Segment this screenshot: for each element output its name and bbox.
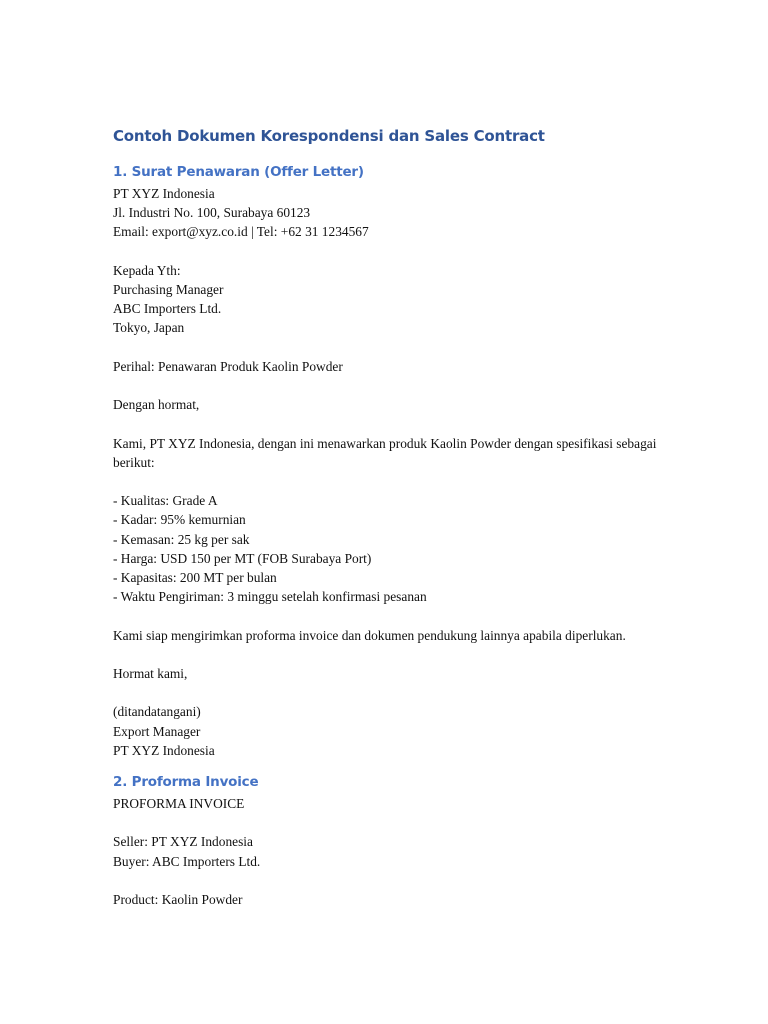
recipient-salutation: Kepada Yth: (113, 262, 181, 278)
spacer (113, 645, 673, 664)
subject-line: Perihal: Penawaran Produk Kaolin Powder (113, 358, 343, 374)
sender-address: Jl. Industri No. 100, Surabaya 60123 (113, 205, 311, 221)
spacer (113, 813, 673, 832)
spec-item: - Kapasitas: 200 MT per bulan (113, 569, 277, 585)
spacer (113, 683, 673, 702)
signature-note: (ditandatangani) (113, 704, 201, 720)
spec-item: - Harga: USD 150 per MT (FOB Surabaya Port) (113, 550, 372, 566)
signature-block (113, 702, 673, 760)
intro-paragraph: Kami, PT XYZ Indonesia, dengan ini menawarkan produk Kaolin Powder dengan spesifikasi sebagai berikut: (113, 435, 657, 470)
document-page (113, 124, 673, 909)
offer-letter-heading: 1. Surat Penawaran (Offer Letter) (113, 164, 364, 180)
spec-item: - Kemasan: 25 kg per sak (113, 531, 250, 547)
spacer (113, 338, 673, 357)
proforma-invoice-heading: 2. Proforma Invoice (113, 773, 259, 790)
spec-item: - Kualitas: Grade A (113, 493, 218, 509)
spacer (113, 606, 673, 625)
spacer (113, 472, 673, 491)
spacer (113, 414, 673, 433)
seller-line: Seller: PT XYZ Indonesia (113, 834, 253, 850)
recipient-company: ABC Importers Ltd. (113, 301, 222, 317)
spacer (113, 871, 673, 890)
greeting: Dengan hormat, (113, 397, 200, 413)
signature-position: Export Manager (113, 723, 201, 739)
recipient-title: Purchasing Manager (113, 282, 224, 297)
spacer (113, 242, 673, 261)
closing-paragraph: Kami siap mengirimkan proforma invoice dan dokumen pendukung lainnya apabila diperlukan. (113, 627, 626, 643)
spec-item: - Waktu Pengiriman: 3 minggu setelah konfirmasi pesanan (113, 589, 427, 605)
spacer (113, 376, 673, 395)
sender-contact: Email: export@xyz.co.id | Tel: +62 31 1234567 (113, 224, 369, 240)
proforma-invoice-section (113, 770, 673, 909)
closing-phrase: Hormat kami, (113, 665, 188, 681)
signature-company: PT XYZ Indonesia (113, 742, 215, 758)
recipient-block (113, 261, 673, 338)
sender-block (113, 184, 673, 242)
spec-item: - Kadar: 95% kemurnian (113, 512, 246, 528)
recipient-location: Tokyo, Japan (113, 320, 185, 336)
proforma-doc-label: PROFORMA INVOICE (113, 795, 245, 811)
product-line: Product: Kaolin Powder (113, 891, 243, 907)
buyer-line: Buyer: ABC Importers Ltd. (113, 853, 261, 869)
spec-list (113, 491, 673, 606)
offer-letter-section (113, 160, 673, 760)
document-title: Contoh Dokumen Korespondensi dan Sales Contract (113, 127, 545, 145)
sender-company: PT XYZ Indonesia (113, 186, 215, 201)
